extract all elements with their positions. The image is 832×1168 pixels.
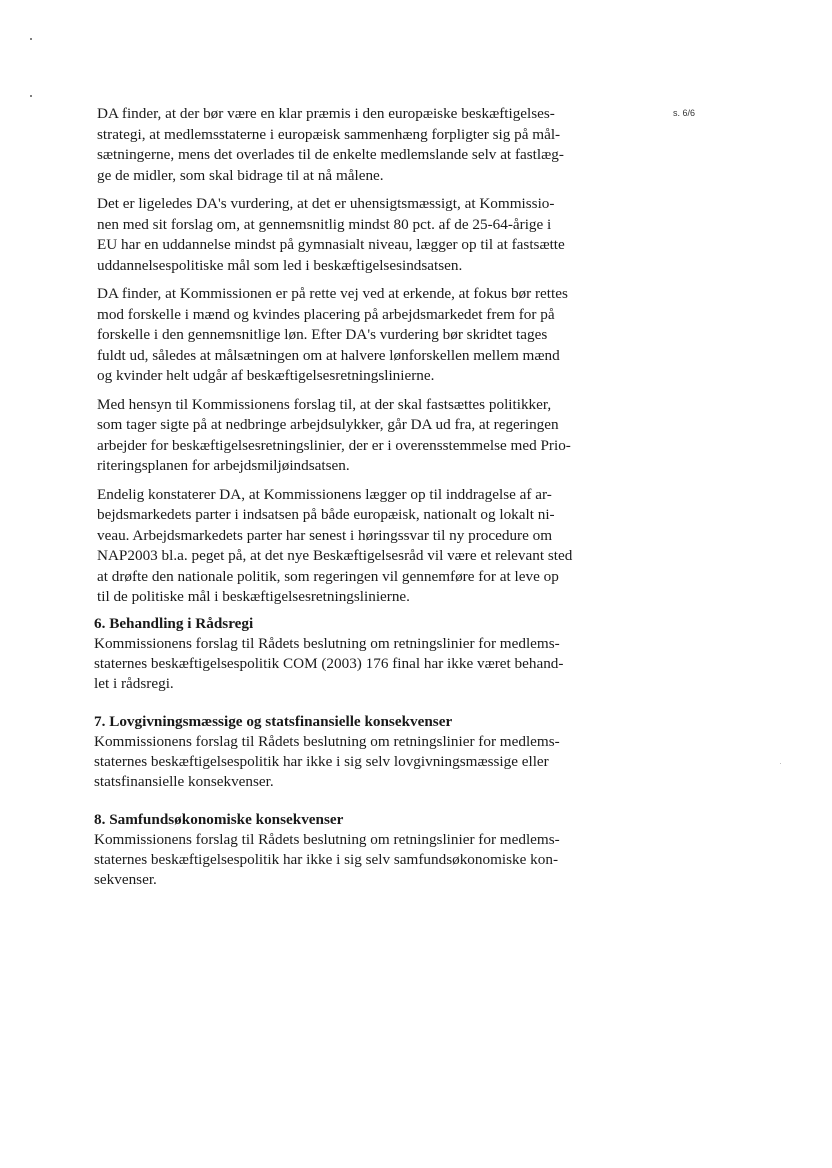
section-7 [94, 712, 614, 792]
section-body: Kommissionens forslag til Rådets beslutning om retningslinier for medlems- staternes beskæftigelsespolitik COM (2003) 176 final har ikke været behand- let i rådsregi. [94, 635, 564, 692]
section-body: Kommissionens forslag til Rådets beslutning om retningslinier for medlems- staternes beskæftigelsespolitik har ikke i sig selv lovgivningsmæssige eller statsfinansielle konsekvenser. [94, 733, 560, 790]
numbered-sections [94, 614, 614, 908]
section-heading: 6. Behandling i Rådsregi [94, 615, 254, 632]
section-8 [94, 810, 614, 890]
indented-text-block [97, 104, 617, 616]
body-paragraph: DA finder, at der bør være en klar præmis i den europæiske beskæftigelses- strategi, at medlemsstaterne i europæisk sammenhæng forpligter sig på mål- sætningerne, mens det overlades til de enkelte medlemslande selv at fastlæg- ge de midler, som skal bidrage til at nå målene. [97, 105, 564, 184]
body-paragraph: DA finder, at Kommissionen er på rette vej ved at erkende, at fokus bør rettes mod forskelle i mænd og kvindes placering på arbejdsmarkedet frem for på forskelle i den gennemsnitlige løn. Efter DA's vurdering bør skridtet tages fuldt ud, således at målsætningen om at halvere lønforskellen mellem mænd og kvinder helt udgår af beskæftigelsesretningslinierne. [97, 285, 568, 384]
scan-speck [30, 95, 32, 97]
body-paragraph: Endelig konstaterer DA, at Kommissionens lægger op til inddragelse af ar- bejdsmarkedets parter i indsatsen på både europæisk, nationalt og lokalt ni- veau. Arbejdsmarkedets parter har senest i høringssvar til ny procedure om NAP2003 bl.a. peget på, at det nye Beskæftigelsesråd vil være et relevant sted at drøfte den nationale politik, som regeringen vil gennemføre for at leve op til de politiske mål i beskæftigelsesretningslinierne. [97, 485, 573, 605]
scan-speck [30, 38, 32, 40]
body-paragraph: Det er ligeledes DA's vurdering, at det er uhensigtsmæssigt, at Kommissio- nen med sit forslag om, at gennemsnitlig mindst 80 pct. af de 25-64-årige i EU har en uddannelse mindst på gymnasialt niveau, lægger op til at fastsætte uddannelsespolitiske mål som led i beskæftigelsesindsatsen. [97, 195, 565, 274]
section-heading: 8. Samfundsøkonomiske konsekvenser [94, 811, 344, 828]
section-6 [94, 614, 614, 694]
scan-speck [780, 763, 781, 764]
section-body: Kommissionens forslag til Rådets beslutning om retningslinier for medlems- staternes beskæftigelsespolitik har ikke i sig selv samfundsøkonomiske kon- sekvenser. [94, 831, 560, 888]
body-paragraph: Med hensyn til Kommissionens forslag til, at der skal fastsættes politikker, som tager sigte på at nedbringe arbejdsulykker, går DA ud fra, at regeringen arbejder for beskæftigelsesretningslinier, der er i overensstemmelse med Prio- riteringsplanen for arbejdsmiljøindsatsen. [97, 395, 571, 474]
section-heading: 7. Lovgivningsmæssige og statsfinansielle konsekvenser [94, 713, 453, 730]
page-number: s. 6/6 [673, 108, 696, 118]
